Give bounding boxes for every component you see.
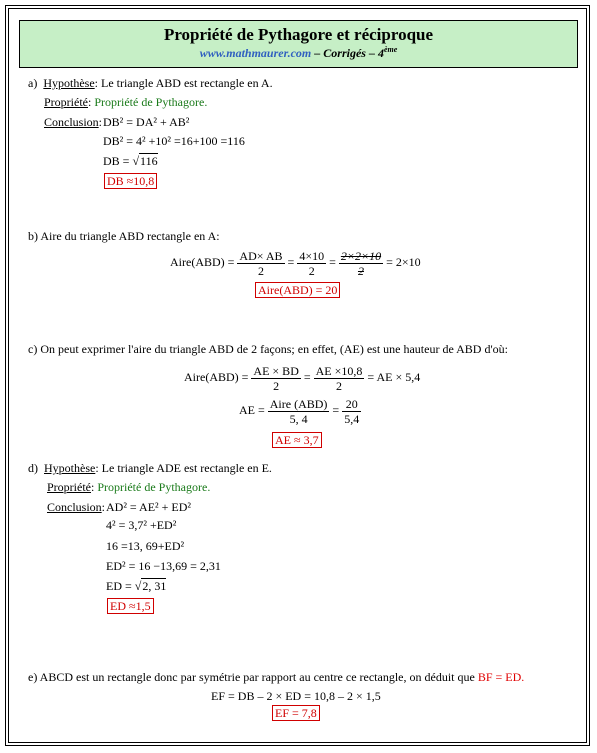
- section-c-text: c) On peut exprimer l'aire du triangle ABD de 2 façons; en effet, (AE) est une hauteur de ABD d'où:: [28, 342, 508, 356]
- section-e-text: e) ABCD est un rectangle donc par symétrie par rapport au centre ce rectangle, on déduit que BF = ED.: [28, 670, 525, 684]
- property-label: Propriété: [44, 95, 88, 109]
- page-header: [19, 20, 578, 68]
- result-box: EF = 7,8: [272, 705, 320, 721]
- section-d-hypothesis: [28, 461, 272, 475]
- fraction-3: $\frac{2\times 2\times 10}{2}$: [340, 248, 382, 278]
- section-a-line1: DB² = DA² + AB²: [103, 115, 190, 129]
- section-d-line1: AD² = AE² + ED²: [106, 500, 191, 514]
- sqrt-value: 2, 31: [142, 579, 167, 593]
- section-c-result: [272, 433, 322, 447]
- result-box: ED ≈1,5: [107, 598, 154, 614]
- section-c-equation-2: AE = $\frac{\text{Aire (ABD)}}{5, 4}$ = $\frac{20}{5,4}$: [239, 396, 360, 426]
- subtitle-sup: ème: [383, 45, 398, 54]
- section-a-conclusion-label: Conclusion:: [44, 115, 103, 129]
- section-e-result: [272, 706, 320, 720]
- section-a-line3: DB = √116: [103, 154, 158, 168]
- fraction-4: $\frac{20}{5,4}$: [344, 396, 360, 426]
- section-d-label: d): [28, 461, 38, 475]
- section-e-line1: EF = DB – 2 × ED = 10,8 – 2 × 1,5: [211, 689, 381, 703]
- result-box: AE ≈ 3,7: [272, 432, 322, 448]
- site-link[interactable]: www.mathmaurer.com: [199, 46, 312, 60]
- fraction-1: $\frac{AE \times BD}{2}$: [253, 363, 299, 393]
- property-label: Propriété: [47, 480, 91, 494]
- result-box: DB ≈10,8: [104, 173, 157, 189]
- property-text: Propriété de Pythagore.: [94, 95, 208, 109]
- section-d-property: Propriété: Propriété de Pythagore.: [47, 480, 211, 494]
- result-box: Aire(ABD) = 20: [255, 282, 340, 298]
- section-b-equation: Aire(ABD) = $\frac{AD\times AB}{2}$ = $\frac{4\times 10}{2}$ = $\frac{2\times 2\times 10}{2}$ = 2×10: [170, 248, 421, 278]
- section-b-text: b) Aire du triangle ABD rectangle en A:: [28, 229, 220, 243]
- highlight-text: BF = ED.: [477, 670, 525, 684]
- section-d-conclusion-label: Conclusion:: [47, 500, 106, 514]
- section-a-result: [104, 174, 157, 188]
- hypothesis-text: : Le triangle ABD est rectangle en A.: [94, 76, 273, 90]
- subtitle-text: – Corrigés – 4: [314, 46, 384, 60]
- page-subtitle: [20, 46, 577, 61]
- section-a-line2: DB² = 4² +10² =16+100 =116: [103, 134, 245, 148]
- hypothesis-label: Hypothèse: [43, 76, 95, 90]
- fraction-2: $\frac{AE \times 10,8}{2}$: [315, 363, 363, 393]
- section-d-line5: ED = √2, 31: [106, 579, 167, 593]
- section-c-equation-1: Aire(ABD) = $\frac{AE \times BD}{2}$ = $\frac{AE \times 10,8}{2}$ = AE × 5,4: [184, 363, 421, 393]
- section-d-line3: 16 =13, 69+ED²: [106, 539, 185, 553]
- section-d-line4: ED² = 16 −13,69 = 2,31: [106, 559, 221, 573]
- fraction-3: $\frac{\text{Aire (ABD)}}{5, 4}$: [269, 396, 328, 426]
- section-d-line2: 4² = 3,7² +ED²: [106, 518, 177, 532]
- property-text: Propriété de Pythagore.: [97, 480, 211, 494]
- section-a-label: a): [28, 76, 38, 90]
- section-d-result: [107, 599, 154, 613]
- page-title: Propriété de Pythagore et réciproque: [163, 25, 434, 44]
- fraction-1: $\frac{AD\times AB}{2}$: [239, 248, 283, 278]
- hypothesis-label: Hypothèse: [44, 461, 96, 475]
- section-b-result: [255, 283, 340, 297]
- section-a-hypothesis: [28, 76, 273, 90]
- fraction-2: $\frac{4\times 10}{2}$: [299, 248, 325, 278]
- hypothesis-text: : Le triangle ADE est rectangle en E.: [95, 461, 272, 475]
- sqrt-value: 116: [140, 154, 158, 168]
- section-a-property: Propriété: Propriété de Pythagore.: [44, 95, 208, 109]
